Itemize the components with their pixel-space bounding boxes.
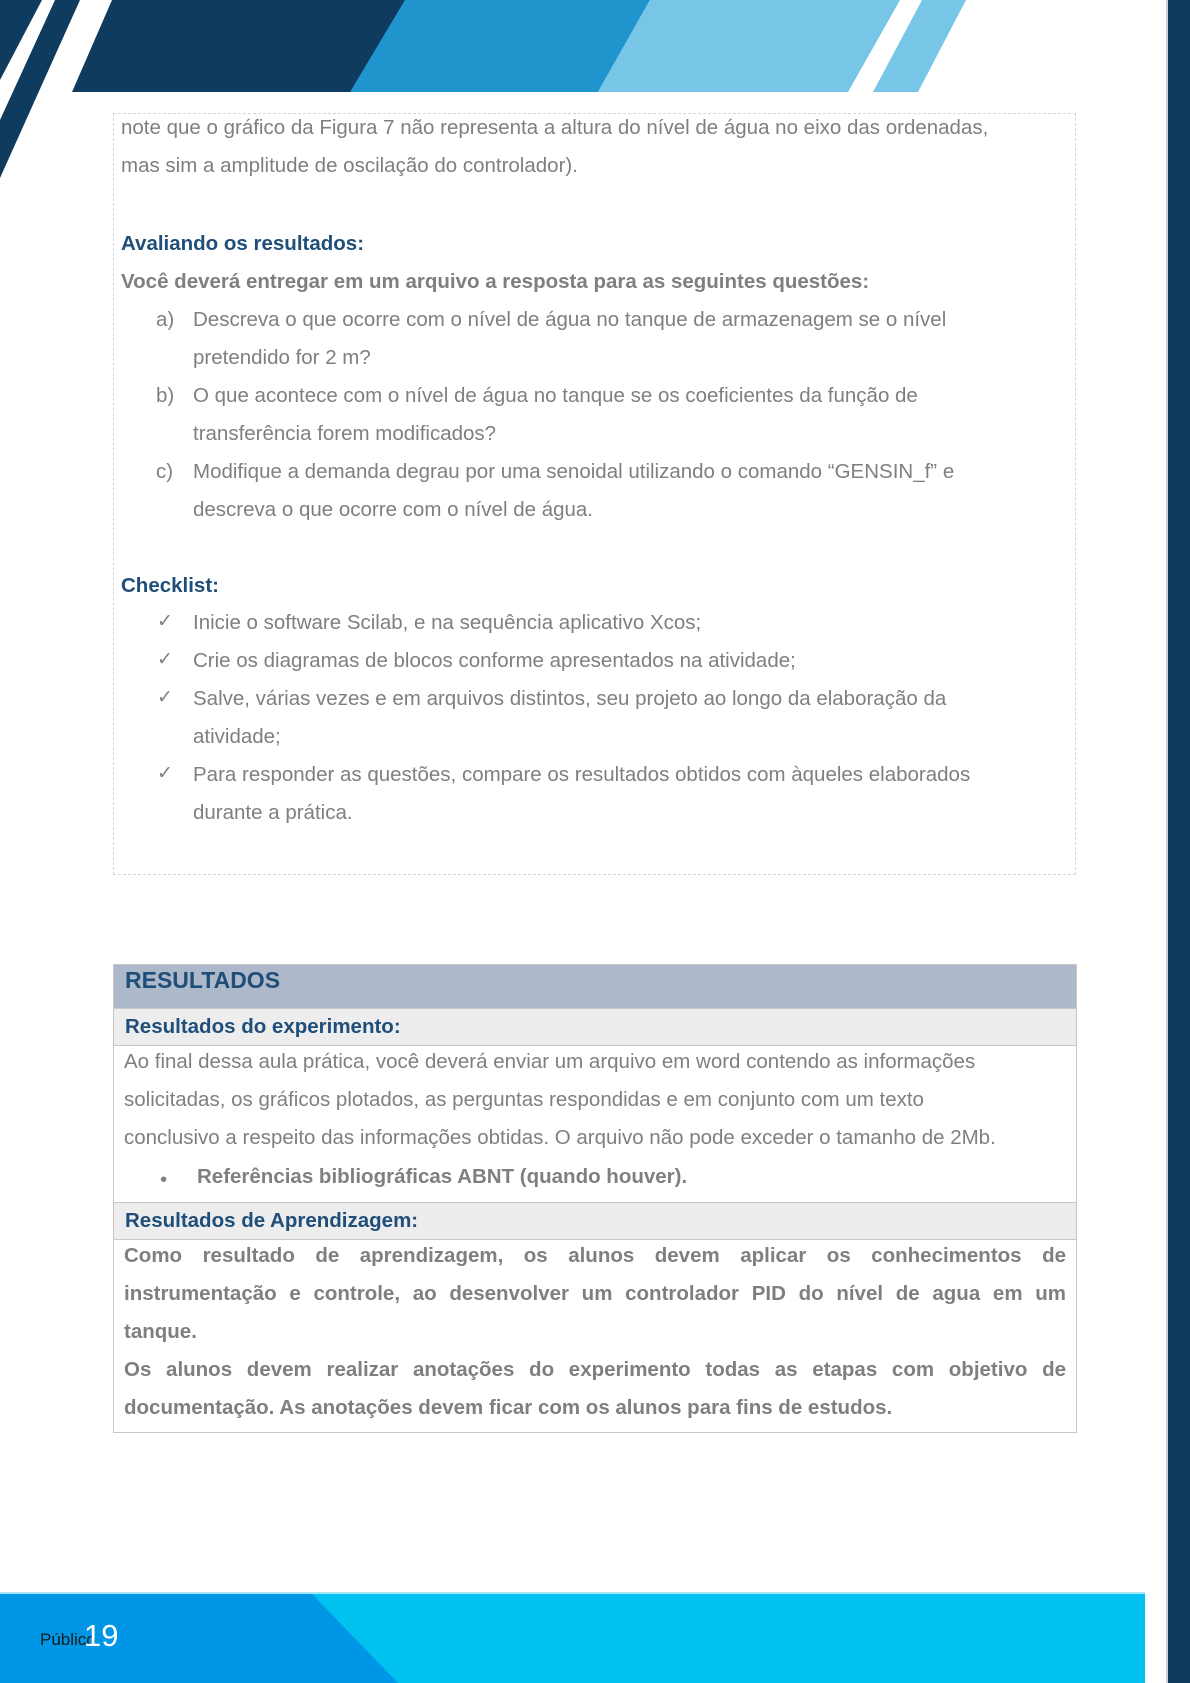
references-text: Referências bibliográficas ABNT (quando houver). bbox=[197, 1165, 688, 1188]
learning-heading-row bbox=[114, 1202, 1076, 1240]
check-icon: ✓ bbox=[157, 763, 173, 784]
experiment-heading: Resultados do experimento: bbox=[125, 1015, 401, 1038]
question-text-line-2: pretendido for 2 m? bbox=[193, 346, 371, 369]
question-text-line-2: transferência forem modificados? bbox=[193, 422, 497, 445]
check-icon: ✓ bbox=[157, 687, 173, 708]
results-title-row bbox=[114, 965, 1076, 1008]
right-side-bar bbox=[1168, 0, 1190, 1683]
footer-band bbox=[0, 1594, 1145, 1683]
learning-text-line-5: documentação. As anotações devem ficar com os alunos para fins de estudos. bbox=[124, 1396, 893, 1419]
checklist-item-text: Inicie o software Scilab, e na sequência aplicativo Xcos; bbox=[193, 611, 702, 634]
question-text-line-1: Modifique a demanda degrau por uma senoidal utilizando o comando “GENSIN_f” e bbox=[193, 460, 955, 483]
checklist-heading: Checklist: bbox=[121, 574, 219, 597]
page-number: 19 bbox=[84, 1618, 119, 1653]
checklist-item-text-line-1: Salve, várias vezes e em arquivos distintos, seu projeto ao longo da elaboração da bbox=[193, 687, 947, 710]
experiment-text-line-1: Ao final dessa aula prática, você deverá enviar um arquivo em word contendo as informações bbox=[124, 1050, 976, 1073]
evaluation-lead: Você deverá entregar em um arquivo a resposta para as seguintes questões: bbox=[121, 270, 870, 293]
question-marker: a) bbox=[156, 308, 175, 331]
experiment-text-line-2: solicitadas, os gráficos plotados, as perguntas respondidas e em conjunto com um texto bbox=[124, 1088, 924, 1111]
question-text-line-2: descreva o que ocorre com o nível de água. bbox=[193, 498, 593, 521]
footer-classification-label: Público bbox=[40, 1630, 96, 1649]
header-light-blue-block bbox=[598, 0, 900, 92]
checklist-item-text-line-2: durante a prática. bbox=[193, 801, 353, 824]
intro-line-1: note que o gráfico da Figura 7 não representa a altura do nível de água no eixo das ordenadas, bbox=[121, 116, 989, 139]
question-marker: b) bbox=[156, 384, 175, 407]
experiment-text-line-3: conclusivo a respeito das informações obtidas. O arquivo não pode exceder o tamanho de 2Mb. bbox=[124, 1126, 996, 1149]
checklist-item-text-line-2: atividade; bbox=[193, 725, 281, 748]
learning-text-line-2: instrumentação e controle, ao desenvolver um controlador PID do nível de agua em um bbox=[124, 1282, 1066, 1305]
checklist-item-text-line-1: Para responder as questões, compare os resultados obtidos com àqueles elaborados bbox=[193, 763, 971, 786]
checklist-item-text: Crie os diagramas de blocos conforme apresentados na atividade; bbox=[193, 649, 796, 672]
question-text-line-1: O que acontece com o nível de água no tanque se os coeficientes da função de bbox=[193, 384, 918, 407]
question-marker: c) bbox=[156, 460, 174, 483]
question-text-line-1: Descreva o que ocorre com o nível de água no tanque de armazenagem se o nível bbox=[193, 308, 947, 331]
evaluation-heading: Avaliando os resultados: bbox=[121, 232, 365, 255]
learning-heading: Resultados de Aprendizagem: bbox=[125, 1209, 419, 1232]
header-navy-block bbox=[72, 0, 405, 92]
learning-text-line-1: Como resultado de aprendizagem, os alunos devem aplicar os conhecimentos de bbox=[124, 1244, 1066, 1267]
learning-text-line-3: tanque. bbox=[124, 1320, 197, 1343]
learning-text-line-4: Os alunos devem realizar anotações do experimento todas as etapas com objetivo de bbox=[124, 1358, 1066, 1381]
check-icon: ✓ bbox=[157, 611, 173, 632]
experiment-heading-row bbox=[114, 1008, 1076, 1046]
bullet-icon: • bbox=[160, 1168, 168, 1191]
footer-dark-blue-shape bbox=[0, 1594, 1145, 1683]
check-icon: ✓ bbox=[157, 649, 173, 670]
results-title: RESULTADOS bbox=[125, 967, 281, 993]
intro-line-2: mas sim a amplitude de oscilação do controlador). bbox=[121, 154, 578, 177]
